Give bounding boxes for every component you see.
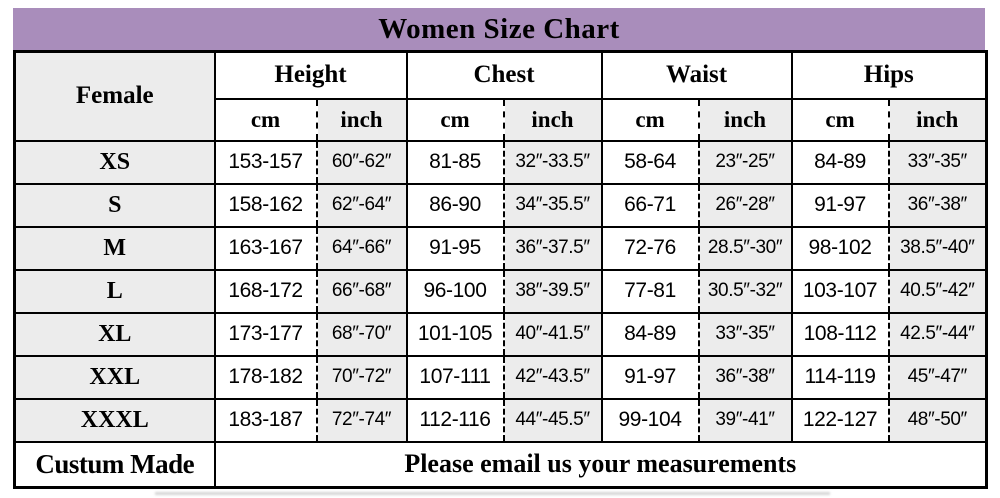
measure-cell: 38.5″-40″ (889, 227, 987, 270)
measure-cell: 62″-64″ (317, 184, 407, 227)
measure-cell: 64″-66″ (317, 227, 407, 270)
measure-cell: 72-76 (602, 227, 699, 270)
unit-header: inch (317, 99, 407, 141)
measure-cell: 91-97 (792, 184, 889, 227)
measure-cell: 114-119 (792, 356, 889, 399)
measure-cell: 45″-47″ (889, 356, 987, 399)
measure-cell: 33″-35″ (699, 313, 792, 356)
measure-cell: 91-97 (602, 356, 699, 399)
measure-cell: 101-105 (407, 313, 504, 356)
custom-made-row (15, 442, 987, 488)
measure-cell: 28.5″-30″ (699, 227, 792, 270)
custom-made-label: Custum Made (15, 442, 215, 488)
measure-cell: 98-102 (792, 227, 889, 270)
measure-cell: 66-71 (602, 184, 699, 227)
group-header-row (15, 52, 987, 99)
measure-cell: 42″-43.5″ (504, 356, 602, 399)
measure-cell: 86-90 (407, 184, 504, 227)
measure-cell: 103-107 (792, 270, 889, 313)
measure-cell: 81-85 (407, 141, 504, 184)
size-chart (13, 8, 985, 489)
measure-cell: 33″-35″ (889, 141, 987, 184)
measure-cell: 39″-41″ (699, 399, 792, 442)
unit-header: inch (699, 99, 792, 141)
measure-cell: 173-177 (215, 313, 317, 356)
measure-cell: 99-104 (602, 399, 699, 442)
size-label: XXXL (15, 399, 215, 442)
size-label: XXL (15, 356, 215, 399)
measure-cell: 72″-74″ (317, 399, 407, 442)
unit-header: inch (504, 99, 602, 141)
measure-cell: 153-157 (215, 141, 317, 184)
measure-cell: 36″-38″ (889, 184, 987, 227)
footer-message: Please email us your measurements (215, 442, 987, 488)
measure-cell: 91-95 (407, 227, 504, 270)
measure-cell: 44″-45.5″ (504, 399, 602, 442)
measure-cell: 70″-72″ (317, 356, 407, 399)
measure-cell: 36″-37.5″ (504, 227, 602, 270)
hips-header: Hips (792, 52, 987, 99)
measure-cell: 168-172 (215, 270, 317, 313)
measure-cell: 34″-35.5″ (504, 184, 602, 227)
measure-cell: 26″-28″ (699, 184, 792, 227)
size-label: L (15, 270, 215, 313)
measure-cell: 58-64 (602, 141, 699, 184)
table-row (15, 313, 987, 356)
measure-cell: 163-167 (215, 227, 317, 270)
size-label: S (15, 184, 215, 227)
table-row (15, 184, 987, 227)
measure-cell: 42.5″-44″ (889, 313, 987, 356)
measure-cell: 84-89 (792, 141, 889, 184)
measure-cell: 84-89 (602, 313, 699, 356)
height-header: Height (215, 52, 407, 99)
measure-cell: 158-162 (215, 184, 317, 227)
table-row (15, 227, 987, 270)
table-row (15, 141, 987, 184)
size-label: XS (15, 141, 215, 184)
unit-header: cm (602, 99, 699, 141)
measure-cell: 32″-33.5″ (504, 141, 602, 184)
measure-cell: 48″-50″ (889, 399, 987, 442)
measure-cell: 38″-39.5″ (504, 270, 602, 313)
waist-header: Waist (602, 52, 792, 99)
size-label: M (15, 227, 215, 270)
measure-cell: 178-182 (215, 356, 317, 399)
measure-cell: 107-111 (407, 356, 504, 399)
table-shadow (155, 492, 830, 495)
measure-cell: 36″-38″ (699, 356, 792, 399)
chart-title: Women Size Chart (13, 8, 985, 50)
measure-cell: 40.5″-42″ (889, 270, 987, 313)
measure-cell: 77-81 (602, 270, 699, 313)
unit-header: inch (889, 99, 987, 141)
table-row (15, 270, 987, 313)
size-table (13, 50, 988, 489)
female-header: Female (15, 52, 215, 141)
measure-cell: 122-127 (792, 399, 889, 442)
chest-header: Chest (407, 52, 602, 99)
size-label: XL (15, 313, 215, 356)
measure-cell: 66″-68″ (317, 270, 407, 313)
measure-cell: 60″-62″ (317, 141, 407, 184)
measure-cell: 112-116 (407, 399, 504, 442)
measure-cell: 23″-25″ (699, 141, 792, 184)
measure-cell: 183-187 (215, 399, 317, 442)
measure-cell: 30.5″-32″ (699, 270, 792, 313)
measure-cell: 108-112 (792, 313, 889, 356)
unit-header: cm (792, 99, 889, 141)
table-row (15, 399, 987, 442)
unit-header: cm (407, 99, 504, 141)
unit-header: cm (215, 99, 317, 141)
table-row (15, 356, 987, 399)
measure-cell: 96-100 (407, 270, 504, 313)
measure-cell: 68″-70″ (317, 313, 407, 356)
measure-cell: 40″-41.5″ (504, 313, 602, 356)
